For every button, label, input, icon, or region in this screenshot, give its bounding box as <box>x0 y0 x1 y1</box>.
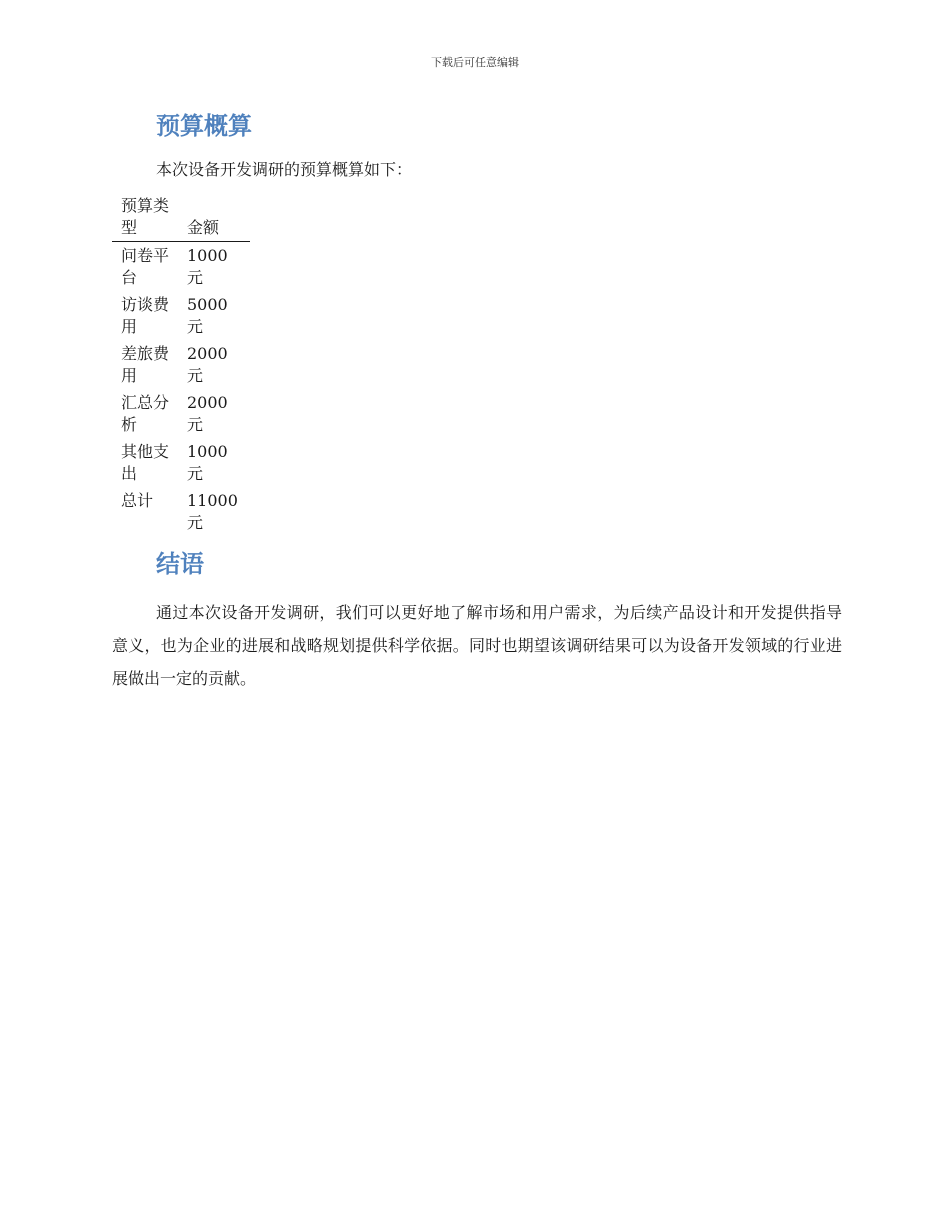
budget-type-cell: 差旅费用 <box>121 344 170 385</box>
budget-heading: 预算概算 <box>156 112 252 140</box>
budget-table-header-row <box>112 195 250 242</box>
conclusion-heading: 结语 <box>156 550 204 578</box>
amount-cell: 2000 元 <box>187 344 228 385</box>
budget-type-cell: 问卷平台 <box>121 246 170 287</box>
amount-cell: 11000 元 <box>187 491 238 532</box>
budget-table <box>112 195 250 536</box>
document-body <box>112 106 842 695</box>
budget-type-cell: 访谈费用 <box>121 295 170 336</box>
header-amount: 金额 <box>178 195 250 242</box>
amount-cell: 2000 元 <box>187 393 228 434</box>
budget-intro: 本次设备开发调研的预算概算如下： <box>156 160 413 179</box>
amount-cell: 1000 元 <box>187 246 228 287</box>
table-row <box>112 291 250 340</box>
table-row <box>112 438 250 487</box>
header-budget-type: 预算类型 <box>112 195 178 242</box>
table-row-total <box>112 487 250 536</box>
table-row <box>112 340 250 389</box>
budget-type-cell: 总计 <box>121 491 154 510</box>
page-header-note: 下载后可任意编辑 <box>431 56 519 69</box>
budget-type-cell: 其他支出 <box>121 442 170 483</box>
budget-type-cell: 汇总分析 <box>121 393 170 434</box>
amount-cell: 5000 元 <box>187 295 228 336</box>
table-row <box>112 389 250 438</box>
conclusion-paragraph: 通过本次设备开发调研，我们可以更好地了解市场和用户需求，为后续产品设计和开发提供指导意义，也为企业的进展和战略规划提供科学依据。同时也期望该调研结果可以为设备开发领域的行业进展做出一定的贡献。 <box>112 603 842 688</box>
amount-cell: 1000 元 <box>187 442 228 483</box>
table-row <box>112 242 250 292</box>
